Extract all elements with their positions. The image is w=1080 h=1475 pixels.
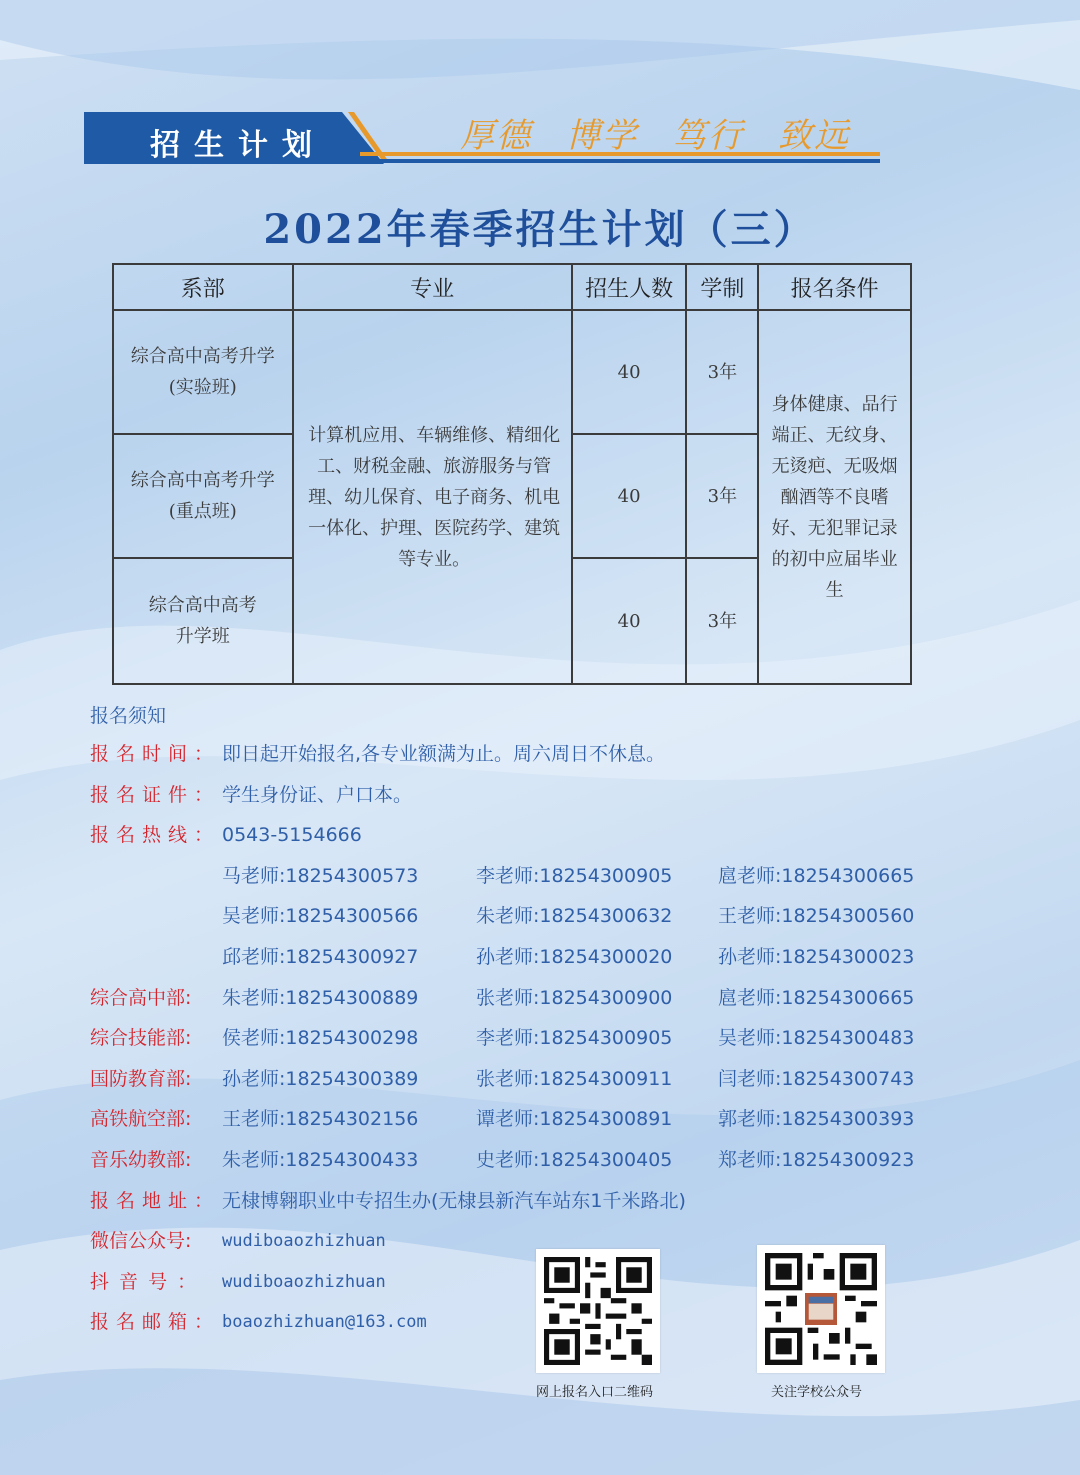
- contact-phone[interactable]: 孙老师:18254300389: [222, 1067, 419, 1090]
- contact-phone[interactable]: 张老师:18254300900: [476, 986, 673, 1009]
- contact-phone[interactable]: 吴老师:18254300483: [718, 1027, 915, 1050]
- time-value: 即日起开始报名,各专业额满为止。周六周日不休息。: [222, 743, 666, 765]
- motto-word: 笃行: [672, 116, 744, 156]
- douyin-label: 抖 音 号 ：: [90, 1270, 199, 1293]
- header-duration: 学制: [686, 264, 758, 310]
- contact-phone[interactable]: 张老师:18254300911: [476, 1067, 673, 1090]
- docs-label: 报名证件：: [90, 783, 221, 806]
- dept-cell: 综合高中高考升学 (实验班): [113, 310, 293, 434]
- douyin-value: wudiboaozhizhuan: [222, 1271, 386, 1292]
- wechat-label: 微信公众号:: [90, 1230, 192, 1253]
- department-label: 高铁航空部:: [90, 1108, 192, 1131]
- dept-cell: 综合高中高考升学 (重点班): [113, 434, 293, 558]
- department-row: [90, 1099, 990, 1140]
- contact-phone[interactable]: 孙老师:18254300023: [718, 945, 915, 968]
- address-row: [90, 1181, 990, 1222]
- email-value[interactable]: boaozhizhuan@163.com: [222, 1312, 427, 1333]
- header-dept: 系部: [113, 264, 293, 310]
- count-cell: 40: [572, 434, 687, 558]
- contact-phone[interactable]: 吴老师:18254300566: [222, 905, 419, 928]
- majors-cell: 计算机应用、车辆维修、精细化工、财税金融、旅游服务与管理、幼儿保育、电子商务、机电一体化、护理、医院药学、建筑等专业。: [293, 310, 572, 684]
- department-label: 综合技能部:: [90, 1027, 192, 1050]
- hotline-label: 报名热线：: [90, 824, 221, 847]
- department-label: 国防教育部:: [90, 1067, 192, 1090]
- count-cell: 40: [572, 310, 687, 434]
- school-motto: [460, 108, 884, 157]
- page-title: 2022年春季招生计划（三）: [263, 206, 817, 253]
- contact-row: [90, 937, 990, 978]
- docs-value: 学生身份证、户口本。: [222, 783, 413, 806]
- contact-phone[interactable]: 马老师:18254300573: [222, 864, 419, 887]
- header-count: 招生人数: [572, 264, 687, 310]
- enrollment-table: [112, 263, 912, 685]
- contact-row: [90, 896, 990, 937]
- contact-phone[interactable]: 王老师:18254302156: [222, 1108, 419, 1131]
- wechat-value: wudiboaozhizhuan: [222, 1231, 386, 1252]
- contact-phone[interactable]: 邱老师:18254300927: [222, 945, 419, 968]
- contact-phone[interactable]: 史老师:18254300405: [476, 1148, 673, 1171]
- notice-heading: 报名须知: [90, 705, 167, 727]
- wechat-qr-code[interactable]: [757, 1245, 885, 1373]
- department-row: [90, 1140, 990, 1181]
- registration-qr-caption: 网上报名入口二维码: [536, 1385, 654, 1400]
- contact-phone[interactable]: 扈老师:18254300665: [718, 864, 915, 887]
- table-row: [113, 310, 911, 434]
- contact-phone[interactable]: 侯老师:18254300298: [222, 1027, 419, 1050]
- contact-phone[interactable]: 郭老师:18254300393: [718, 1108, 915, 1131]
- email-label: 报名邮箱：: [90, 1311, 221, 1334]
- department-label: 综合高中部:: [90, 986, 192, 1009]
- header-conditions: 报名条件: [758, 264, 911, 310]
- contact-phone[interactable]: 王老师:18254300560: [718, 905, 915, 928]
- contact-phone[interactable]: 朱老师:18254300632: [476, 905, 673, 928]
- motto-word: 致远: [778, 116, 850, 156]
- qr-icon: [765, 1253, 877, 1365]
- registration-qr-code[interactable]: [536, 1249, 660, 1373]
- department-row: [90, 978, 990, 1019]
- motto-word: 厚德: [460, 116, 532, 156]
- contact-phone[interactable]: 谭老师:18254300891: [476, 1108, 673, 1131]
- contact-phone[interactable]: 闫老师:18254300743: [718, 1067, 915, 1090]
- address-label: 报名地址：: [90, 1189, 221, 1212]
- department-row: [90, 1018, 990, 1059]
- motto-word: 博学: [566, 116, 638, 156]
- hotline-value[interactable]: 0543-5154666: [222, 824, 362, 847]
- contact-phone[interactable]: 扈老师:18254300665: [718, 986, 915, 1009]
- department-row: [90, 1059, 990, 1100]
- contact-row: [90, 856, 990, 897]
- section-title: 招生计划: [150, 128, 326, 163]
- contact-phone[interactable]: 郑老师:18254300923: [718, 1148, 915, 1171]
- count-cell: 40: [572, 558, 687, 684]
- address-value: 无棣博翱职业中专招生办(无棣县新汽车站东1千米路北): [222, 1189, 686, 1212]
- time-label: 报名时间：: [90, 743, 221, 765]
- duration-cell: 3年: [686, 310, 758, 434]
- contact-phone[interactable]: 孙老师:18254300020: [476, 945, 673, 968]
- conditions-cell: 身体健康、品行端正、无纹身、无烫疤、无吸烟酗酒等不良嗜好、无犯罪记录的初中应届毕业生: [758, 310, 911, 684]
- contact-phone[interactable]: 李老师:18254300905: [476, 864, 673, 887]
- dept-cell: 综合高中高考 升学班: [113, 558, 293, 684]
- time-row: [90, 734, 990, 775]
- wechat-qr-caption: 关注学校公众号: [771, 1385, 863, 1400]
- banner-blue-line: [370, 159, 880, 163]
- contact-phone[interactable]: 朱老师:18254300889: [222, 986, 419, 1009]
- duration-cell: 3年: [686, 558, 758, 684]
- hotline-row: [90, 815, 990, 856]
- table-header-row: [113, 264, 911, 310]
- header-major: 专业: [293, 264, 572, 310]
- duration-cell: 3年: [686, 434, 758, 558]
- contact-phone[interactable]: 朱老师:18254300433: [222, 1148, 419, 1171]
- contact-phone[interactable]: 李老师:18254300905: [476, 1027, 673, 1050]
- qr-icon: [544, 1257, 652, 1365]
- department-label: 音乐幼教部:: [90, 1148, 192, 1171]
- docs-row: [90, 775, 990, 816]
